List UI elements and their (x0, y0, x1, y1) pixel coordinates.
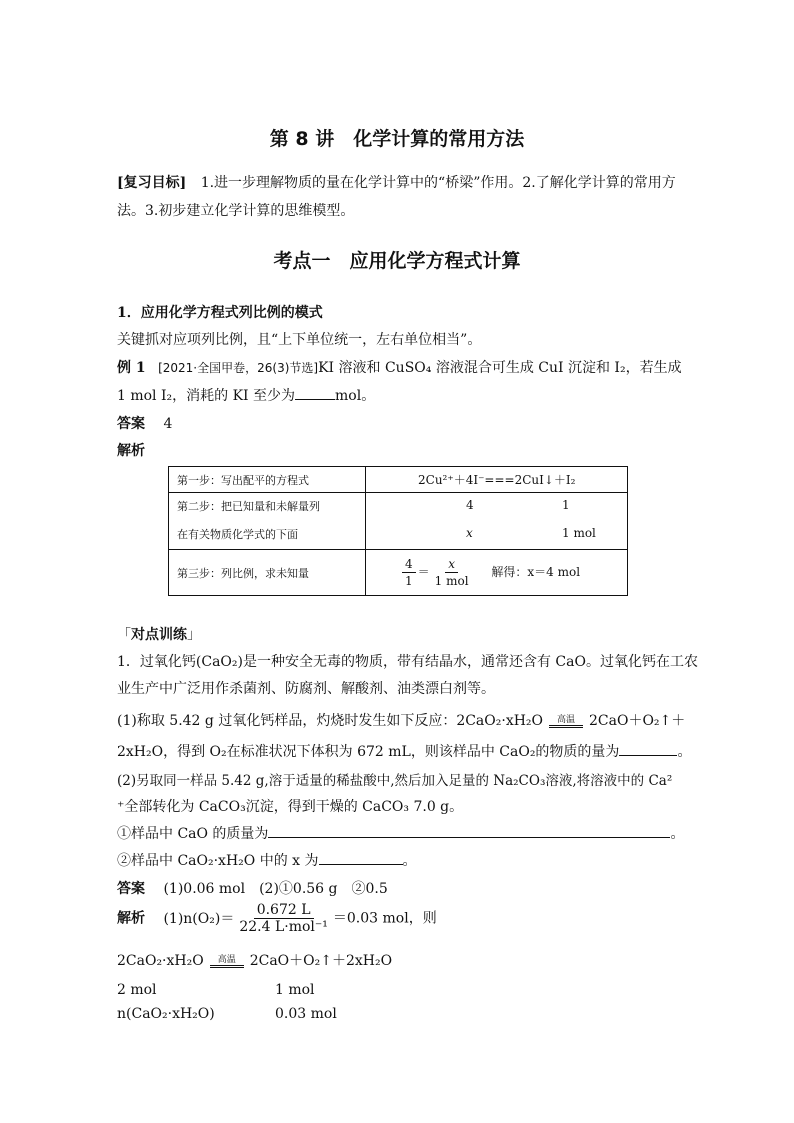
q1-p2-ii-a: ②样品中 CaO₂·xH₂O 中的 x 为 (117, 853, 319, 869)
answer2-value: (1)0.06 mol (2)①0.56 g ②0.5 (163, 881, 388, 897)
fraction-1-num: 4 (402, 556, 416, 573)
q1-p2-i-a: ①样品中 CaO 的质量为 (117, 826, 269, 842)
coef-i2: 1 (562, 498, 570, 512)
answer-blank (619, 743, 677, 756)
equation-cell: 2Cu²⁺＋4I⁻===2CuI↓＋I₂ (366, 467, 628, 493)
ratio-result: 解得：x＝4 mol (491, 565, 581, 579)
review-text-2: 法。3.初步建立化学计算的思维模型。 (117, 203, 355, 219)
o2-fraction (236, 902, 331, 935)
bracket-open-icon: 「 (117, 627, 131, 643)
example1-unit: mol。 (335, 388, 376, 404)
step2-line1: 第二步：把已知量和未解量列 (177, 500, 320, 513)
example1-source: [2021·全国甲卷，26(3)节选] (158, 361, 319, 375)
unknown-x: x (466, 526, 473, 540)
table-row (169, 467, 628, 493)
q1-p2-i-b: 。 (670, 826, 685, 842)
q1-p1-d: 。 (677, 744, 692, 760)
example1-text-2: 1 mol I₂，消耗的 KI 至少为 (117, 388, 296, 404)
example1-label: 例 1 (117, 360, 146, 376)
q1-p1-b: 2CaO＋O₂↑＋ (589, 713, 686, 729)
example1-line2 (117, 385, 375, 405)
q1-part2-line1: (2)另取同一样品 5.42 g,溶于适量的稀盐酸中,然后加入足量的 Na₂CO₃溶液,将溶液中的 Ca² (117, 773, 673, 789)
high-temp-arrow (210, 955, 244, 968)
answer-blank (319, 852, 403, 865)
fraction-2-den: 1 mol (434, 574, 469, 588)
point1-heading: 1．应用化学方程式列比例的模式 (117, 305, 323, 321)
o2-fraction-num: 0.672 L (254, 902, 314, 919)
q1-part2-i (117, 823, 684, 843)
condition-label: 高温 (217, 954, 236, 965)
o2-fraction-den: 22.4 L·mol⁻¹ (239, 919, 328, 935)
fraction-2-num: x (445, 556, 458, 573)
fraction-1 (402, 556, 416, 589)
table-row (169, 493, 628, 550)
high-temp-arrow (549, 715, 583, 728)
coef-ki: 4 (466, 498, 474, 512)
step1-cell: 第一步：写出配平的方程式 (169, 467, 366, 493)
step2-cell (169, 493, 366, 550)
analysis2-suffix: ＝0.03 mol，则 (332, 910, 437, 927)
q1-p1-c: 2xH₂O，得到 O₂在标准状况下体积为 672 mL，则该样品中 CaO₂的物质的量为 (117, 744, 620, 760)
bracket-close-icon: 」 (187, 627, 201, 643)
answer1-label: 答案 (117, 416, 145, 432)
solution-table (168, 466, 628, 596)
ratio-cell: $\frac{4}{1}$ ＝ $\frac{x}{\text{1 mol}}$ 解得：x＝4 mol (366, 550, 628, 596)
known-qty: 1 mol (562, 526, 596, 540)
q1-p2-ii-b: 。 (402, 853, 417, 869)
row2-left: n(CaO₂·xH₂O) (117, 1006, 215, 1022)
q1-part2-ii (117, 850, 417, 870)
fraction-1-den: 1 (405, 574, 413, 588)
row1-left: 2 mol (117, 982, 157, 998)
q1-p1-a: (1)称取 5.42 g 过氧化钙样品，灼烧时发生如下反应：2CaO₂·xH₂O (117, 713, 544, 729)
answer1-value: 4 (163, 416, 173, 432)
analysis2-prefix: (1)n(O₂)＝ (163, 910, 235, 927)
condition-label: 高温 (557, 714, 576, 725)
step2-line2: 在有关物质化学式的下面 (177, 528, 298, 541)
q1-part2-line2: ⁺全部转化为 CaCO₃沉淀，得到干燥的 CaCO₃ 7.0 g。 (117, 799, 464, 815)
section-title: 考点一 应用化学方程式计算 (273, 250, 521, 272)
analysis1-label: 解析 (117, 443, 145, 459)
answer-blank (295, 387, 335, 400)
q1-intro-2: 业生产中广泛用作杀菌剂、防腐剂、解酸剂、油类漂白剂等。 (117, 681, 495, 697)
analysis2-label: 解析 (117, 910, 145, 927)
q1-part1-line2 (117, 741, 691, 761)
review-goals-line1 (117, 172, 676, 192)
row2-right: 0.03 mol (275, 1006, 337, 1022)
practice-heading-text: 对点训练 (131, 627, 187, 643)
quantities-cell (366, 493, 628, 550)
answer2 (117, 878, 388, 898)
answer-blank (268, 825, 670, 838)
page-title: 第 8 讲 化学计算的常用方法 (269, 128, 525, 150)
q1-part1-line1 (117, 710, 685, 730)
eq-right: 2CaO＋O₂↑＋2xH₂O (249, 953, 393, 969)
q1-intro-1: 1．过氧化钙(CaO₂)是一种安全无毒的物质，带有结晶水，通常还含有 CaO。过氧化钙在工农 (117, 654, 698, 670)
table-row (169, 550, 628, 596)
review-text-1: 1.进一步理解物质的量在化学计算中的“桥梁”作用。2.了解化学计算的常用方 (200, 175, 676, 191)
analysis2-line1 (117, 902, 437, 935)
answer1 (117, 413, 172, 433)
point1-text: 关键抓对应项列比例，且“上下单位统一，左右单位相当”。 (117, 332, 482, 348)
eq-left: 2CaO₂·xH₂O (117, 953, 204, 969)
analysis2-equation (117, 950, 392, 970)
review-tag: [复习目标] (117, 175, 187, 191)
step3-cell: 第三步：列比例，求未知量 (169, 550, 366, 596)
fraction-2 (432, 556, 472, 589)
example1-text: KI 溶液和 CuSO₄ 溶液混合可生成 CuI 沉淀和 I₂，若生成 (318, 360, 682, 376)
practice-heading (117, 624, 201, 644)
answer2-label: 答案 (117, 881, 145, 897)
example1-line1 (117, 357, 682, 377)
row1-right: 1 mol (275, 982, 315, 998)
